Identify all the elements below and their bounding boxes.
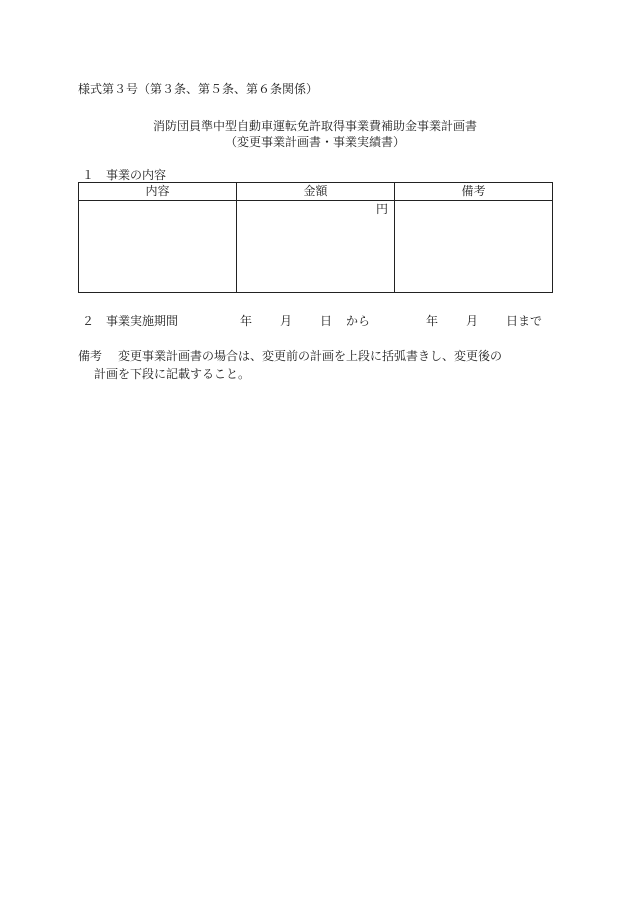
section1-title: 事業の内容 [106, 168, 167, 182]
end-month-label: 月 [466, 314, 479, 328]
amount-cell [237, 201, 395, 293]
end-year-label: 年 [426, 314, 439, 328]
column-header-amount: 金額 [237, 183, 395, 201]
content-cell [79, 201, 237, 293]
section2-title: 事業実施期間 [106, 314, 179, 328]
document-subtitle: （変更事業計画書・事業実績書） [224, 135, 405, 149]
section1-heading [82, 166, 166, 183]
section2-period [82, 312, 562, 328]
remarks-text-line2: 計画を下段に記載すること。 [94, 367, 251, 381]
section2-number: ２ [82, 314, 95, 328]
business-content-table [78, 182, 553, 293]
from-label: から [346, 314, 371, 328]
table-row [79, 201, 553, 293]
start-day-label: 日 [320, 314, 333, 328]
remarks-cell [395, 201, 553, 293]
end-day-until-label: 日まで [506, 314, 543, 328]
table-header-row [79, 183, 553, 201]
form-number: 様式第３号（第３条、第５条、第６条関係） [78, 82, 319, 96]
start-year-label: 年 [240, 314, 253, 328]
column-header-remarks: 備考 [395, 183, 553, 201]
remarks-text-line1: 変更事業計画書の場合は、変更前の計画を上段に括弧書きし、変更後の [118, 349, 503, 363]
remarks-label: 備考 [78, 349, 103, 363]
yen-unit: 円 [375, 202, 388, 216]
document-title: 消防団員準中型自動車運転免許取得事業費補助金事業計画書 [152, 119, 477, 133]
column-header-content: 内容 [79, 183, 237, 201]
start-month-label: 月 [280, 314, 293, 328]
section1-number: １ [82, 168, 95, 182]
